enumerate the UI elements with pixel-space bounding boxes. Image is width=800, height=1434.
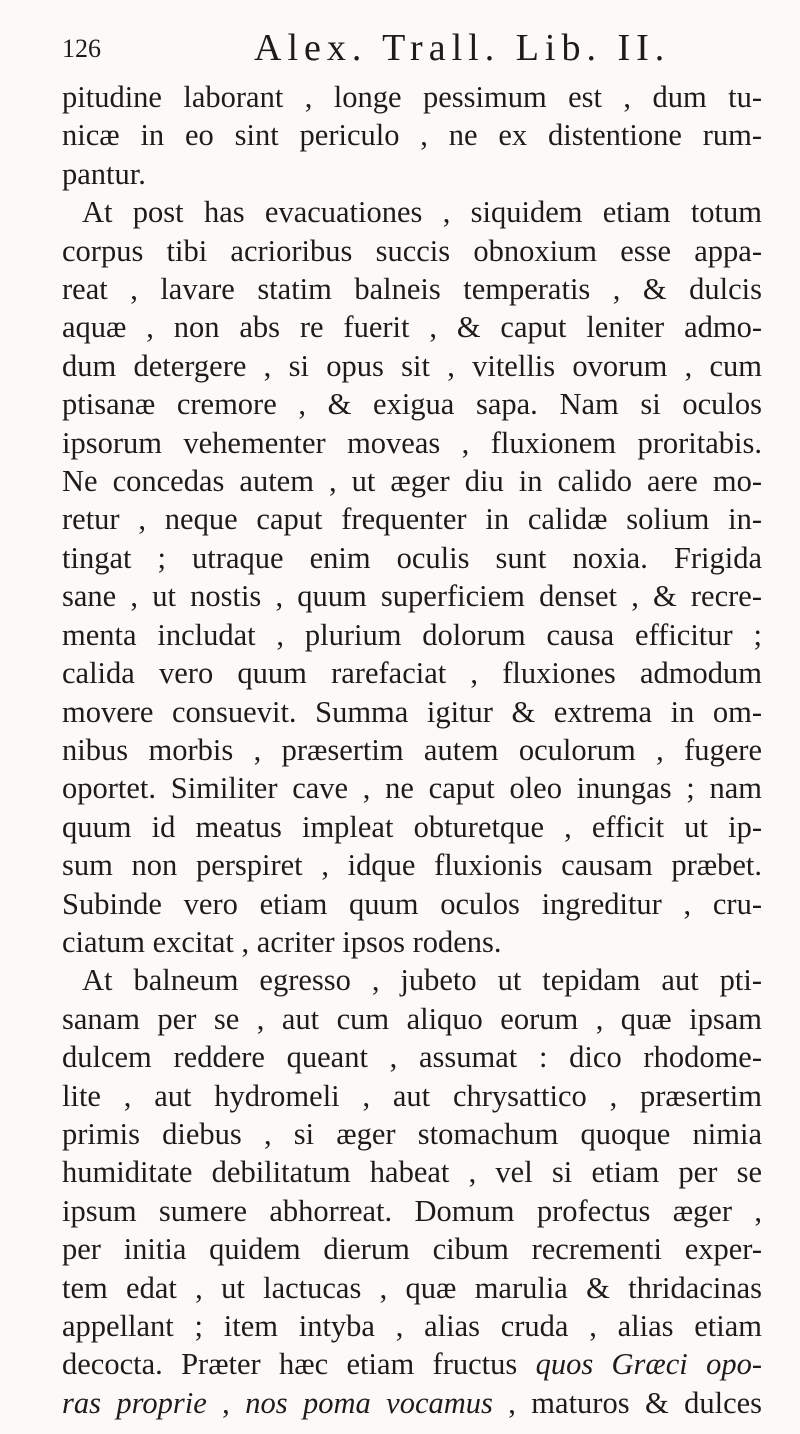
text-line: dulcem reddere queant , assumat : dico rhodome- xyxy=(62,1040,762,1075)
text-line: nicæ in eo sint periculo , ne ex distentione rum- xyxy=(62,118,762,153)
text-line: sanam per se , aut cum aliquo eorum , quæ ipsam xyxy=(62,1001,762,1036)
text-line: humiditate debilitatum habeat , vel si etiam per se xyxy=(62,1155,762,1190)
text-line: ipsum sumere abhorreat. Domum profectus æger , xyxy=(62,1193,762,1228)
text-line: per initia quidem dierum cibum recrementi exper- xyxy=(62,1232,762,1267)
text-line: At balneum egresso , jubeto ut tepidam aut pti- xyxy=(82,963,762,998)
text-line: sane , ut nostis , quum superficiem denset , & recre- xyxy=(62,579,762,614)
text-line: decocta. Præter hæc etiam fructus quos Græci opo- xyxy=(62,1347,763,1382)
body-text xyxy=(62,78,762,1422)
text-line: Subinde vero etiam quum oculos ingreditur , cru- xyxy=(62,886,762,921)
text-line: movere consuevit. Summa igitur & extrema in om- xyxy=(62,694,762,729)
text-line: aquæ , non abs re fuerit , & caput leniter admo- xyxy=(62,310,762,345)
text-line: ras proprie , nos poma vocamus , maturos & dulces xyxy=(62,1385,763,1420)
text-line: ptisanæ cremore , & exigua sapa. Nam si oculos xyxy=(62,387,762,422)
text-line: reat , lavare statim balneis temperatis , & dulcis xyxy=(62,272,762,307)
text-line: oportet. Similiter cave , ne caput oleo inungas ; nam xyxy=(62,771,762,806)
text-line: ipsorum vehementer moveas , fluxionem proritabis. xyxy=(62,425,762,460)
text-line: nibus morbis , præsertim autem oculorum , fugere xyxy=(62,732,762,767)
text-line: menta includat , plurium dolorum causa efficitur ; xyxy=(62,617,762,652)
text-line: ciatum excitat , acriter ipsos rodens. xyxy=(62,924,502,959)
text-line: appellant ; item intyba , alias cruda , alias etiam xyxy=(62,1309,762,1343)
text-line: corpus tibi acrioribus succis obnoxium esse appa- xyxy=(62,233,762,268)
text-line: tingat ; utraque enim oculis sunt noxia. Frigida xyxy=(62,540,762,575)
text-line: tem edat , ut lactucas , quæ marulia & thridacinas xyxy=(62,1270,762,1305)
text-line: Ne concedas autem , ut æger diu in calido aere mo- xyxy=(62,464,762,499)
text-line: At post has evacuationes , siquidem etiam totum xyxy=(82,195,762,230)
text-line: quum id meatus impleat obturetque , efficit ut ip- xyxy=(62,809,762,844)
running-head: Alex. Trall. Lib. II. xyxy=(254,27,671,69)
text-line: sum non perspiret , idque fluxionis causam præbet. xyxy=(62,848,762,883)
page-number: 126 xyxy=(62,34,101,63)
text-line: primis diebus , si æger stomachum quoque nimia xyxy=(62,1116,762,1151)
text-line: pitudine laborant , longe pessimum est , dum tu- xyxy=(62,80,762,114)
text-line: calida vero quum rarefaciat , fluxiones admodum xyxy=(62,656,762,691)
text-line: lite , aut hydromeli , aut chrysattico , præsertim xyxy=(62,1078,762,1113)
text-line: dum detergere , si opus sit , vitellis ovorum , cum xyxy=(62,348,762,383)
text-line: pantur. xyxy=(62,156,146,191)
text-line: retur , neque caput frequenter in calidæ solium in- xyxy=(62,502,762,537)
page-header xyxy=(62,26,760,78)
